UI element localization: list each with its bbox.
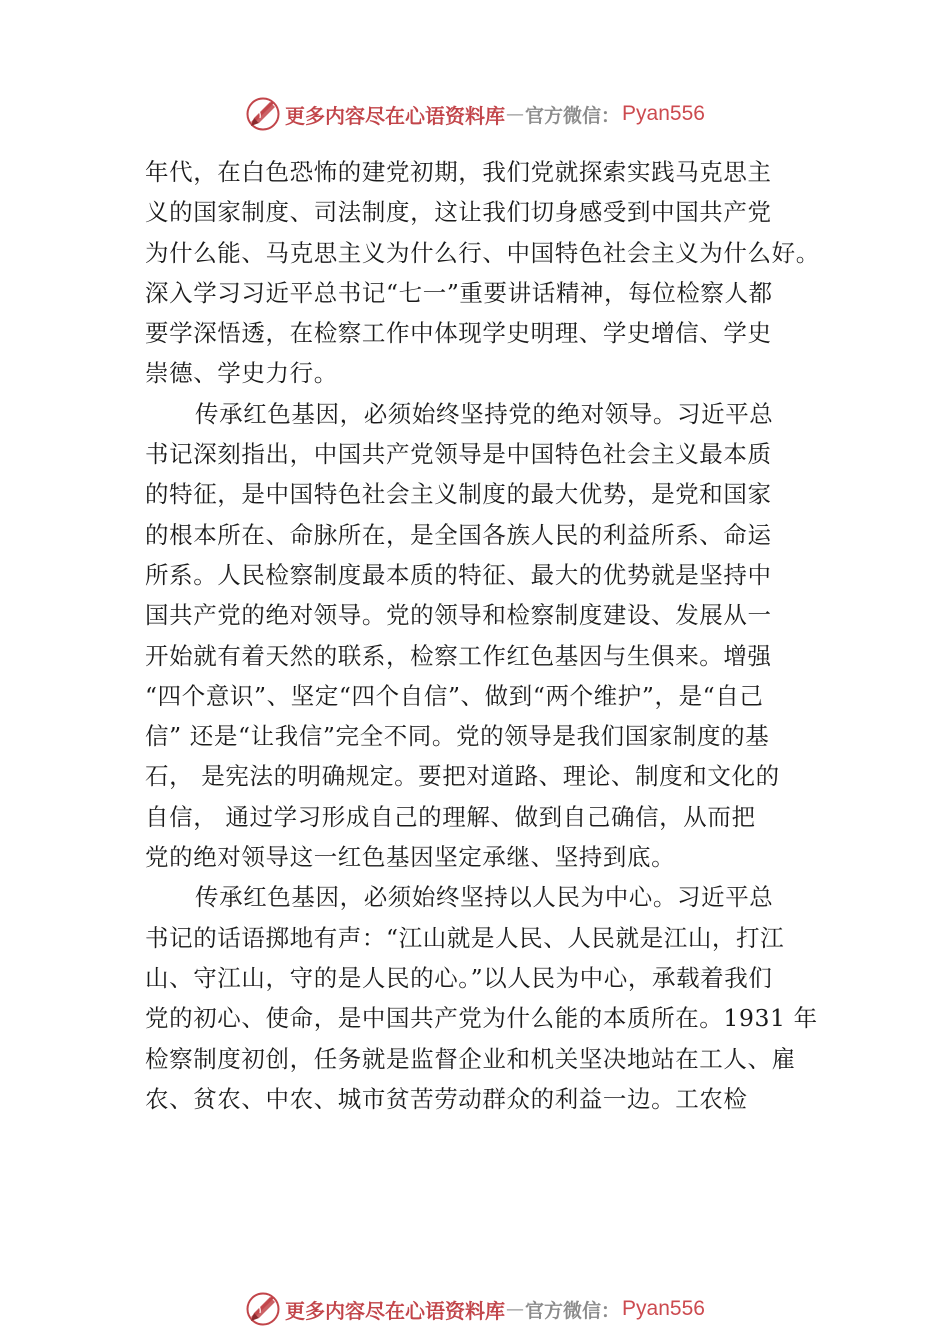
text-line: 党的绝对领导这一红色基因坚定承继、坚持到底。 [145,843,676,872]
text-line: 的根本所在、命脉所在，是全国各族人民的利益所系、命运 [145,520,772,549]
text-line: 信” 还是“让我信”完全不同。党的领导是我们国家制度的基 [145,722,770,751]
header-wechat-label: 官方微信： [525,104,621,127]
text-line: 农、贫农、中农、城市贫苦劳动群众的利益一边。工农检 [145,1084,748,1113]
text-line: 书记的话语掷地有声：“江山就是人民、人民就是江山，打江 [145,923,785,952]
header-dash: — [506,103,525,125]
paragraph-start-line: 传承红色基因，必须始终坚持以人民为中心。习近平总 [195,883,774,912]
pen-logo-icon [245,96,281,132]
header-wechat-id: Pyan556 [622,102,705,125]
text-line: 崇德、学史力行。 [145,359,338,388]
header-title: 更多内容尽在心语资料库 [285,103,506,128]
footer-dash: — [506,1298,525,1320]
text-line: 书记深刻指出，中国共产党领导是中国特色社会主义最本质 [145,440,772,469]
footer-banner [0,1287,950,1331]
text-line: 开始就有着天然的联系，检察工作红色基因与生俱来。增强 [145,641,772,670]
text-line: 山、守江山，守的是人民的心。”以人民为中心，承载着我们 [145,963,773,992]
text-line: 党的初心、使命，是中国共产党为什么能的本质所在。1931 年 [145,1004,818,1033]
document-body [145,152,845,1119]
text-line: 国共产党的绝对领导。党的领导和检察制度建设、发展从一 [145,601,772,630]
text-line: 义的国家制度、司法制度，这让我们切身感受到中国共产党 [145,198,772,227]
text-line: “四个意识”、坚定“四个自信”、做到“两个维护”，是“自己 [145,681,764,710]
text-line: 自信， 通过学习形成自己的理解、做到自己确信，从而把 [145,802,756,831]
paragraph-start-line: 传承红色基因，必须始终坚持党的绝对领导。习近平总 [195,399,774,428]
footer-wechat-id: Pyan556 [622,1297,705,1320]
text-line: 检察制度初创，任务就是监督企业和机关坚决地站在工人、雇 [145,1044,796,1073]
text-line: 为什么能、马克思主义为什么行、中国特色社会主义为什么好。 [145,238,820,267]
text-line: 所系。人民检察制度最本质的特征、最大的优势就是坚持中 [145,560,772,589]
text-line: 石， 是宪法的明确规定。要把对道路、理论、制度和文化的 [145,762,780,791]
text-line: 深入学习习近平总书记“七一”重要讲话精神，每位检察人都 [145,278,773,307]
pen-logo-icon [245,1291,281,1327]
text-line: 年代，在白色恐怖的建党初期，我们党就探索实践马克思主 [145,158,772,186]
footer-wechat-label: 官方微信： [525,1299,621,1322]
header-banner [0,92,950,136]
text-line: 的特征，是中国特色社会主义制度的最大优势，是党和国家 [145,480,772,509]
text-line: 要学深悟透，在检察工作中体现学史明理、学史增信、学史 [145,319,772,348]
footer-title: 更多内容尽在心语资料库 [285,1298,506,1323]
